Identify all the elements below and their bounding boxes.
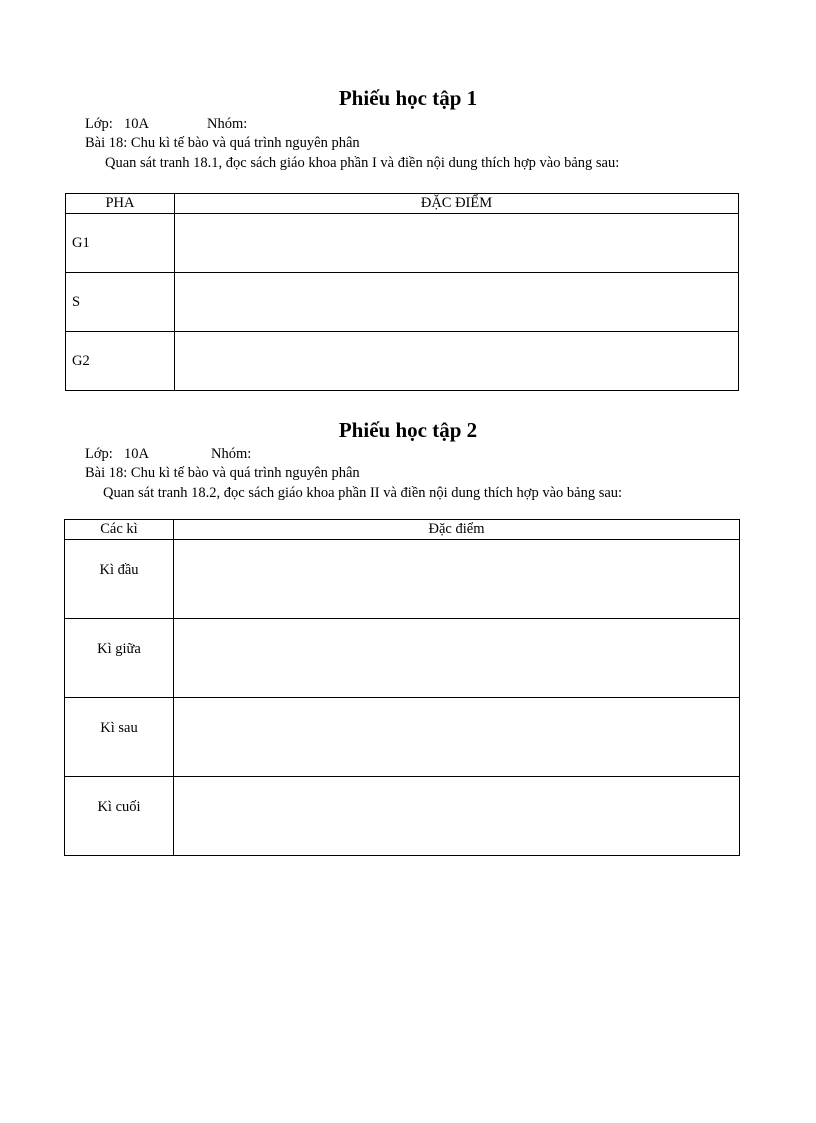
table-row xyxy=(66,273,739,332)
table-row xyxy=(65,777,740,856)
sheet1-row-content[interactable] xyxy=(175,214,739,273)
sheet2-row-content[interactable] xyxy=(174,540,740,619)
sheet2-table xyxy=(64,519,740,856)
sheet2-row-label: Kì đầu xyxy=(65,540,174,619)
table-row xyxy=(65,698,740,777)
sheet2-title: Phiếu học tập 2 xyxy=(338,418,478,442)
sheet1-row-label: S xyxy=(66,273,175,332)
sheet1-class-label: Lớp: xyxy=(85,116,113,132)
sheet2-row-content[interactable] xyxy=(174,698,740,777)
sheet2-class-label: Lớp: xyxy=(85,446,113,462)
sheet1-group-label: Nhóm: xyxy=(207,116,248,132)
sheet2-header-characteristics: Đặc điểm xyxy=(174,520,740,540)
sheet2-row-label: Kì cuối xyxy=(65,777,174,856)
sheet1-lesson: Bài 18: Chu kì tế bào và quá trình nguyên phân xyxy=(85,135,360,151)
sheet2-class-value: 10A xyxy=(124,446,149,462)
sheet1-row-content[interactable] xyxy=(175,332,739,391)
sheet2-header-stages: Các kì xyxy=(65,520,174,540)
sheet2-row-content[interactable] xyxy=(174,619,740,698)
sheet1-class-value: 10A xyxy=(124,116,149,132)
sheet2-lesson: Bài 18: Chu kì tế bào và quá trình nguyên phân xyxy=(85,465,360,481)
table-row xyxy=(65,619,740,698)
sheet2-group-label: Nhóm: xyxy=(211,446,252,462)
sheet1-row-label: G2 xyxy=(66,332,175,391)
sheet1-table-header-row xyxy=(66,194,739,214)
table-row xyxy=(65,540,740,619)
sheet1-table xyxy=(65,193,739,391)
sheet2-row-label: Kì sau xyxy=(65,698,174,777)
sheet1-row-label: G1 xyxy=(66,214,175,273)
sheet2-row-label: Kì giữa xyxy=(65,619,174,698)
sheet2-table-header-row xyxy=(65,520,740,540)
sheet1-title: Phiếu học tập 1 xyxy=(338,86,478,110)
sheet1-header-phase: PHA xyxy=(66,194,175,214)
sheet1-row-content[interactable] xyxy=(175,273,739,332)
sheet2-row-content[interactable] xyxy=(174,777,740,856)
table-row xyxy=(66,332,739,391)
sheet1-header-characteristics: ĐẶC ĐIỂM xyxy=(175,194,739,214)
table-row xyxy=(66,214,739,273)
sheet1-instruction: Quan sát tranh 18.1, đọc sách giáo khoa phần I và điền nội dung thích hợp vào bảng sau: xyxy=(105,155,620,171)
sheet2-instruction: Quan sát tranh 18.2, đọc sách giáo khoa phần II và điền nội dung thích hợp vào bảng sau: xyxy=(103,485,623,501)
